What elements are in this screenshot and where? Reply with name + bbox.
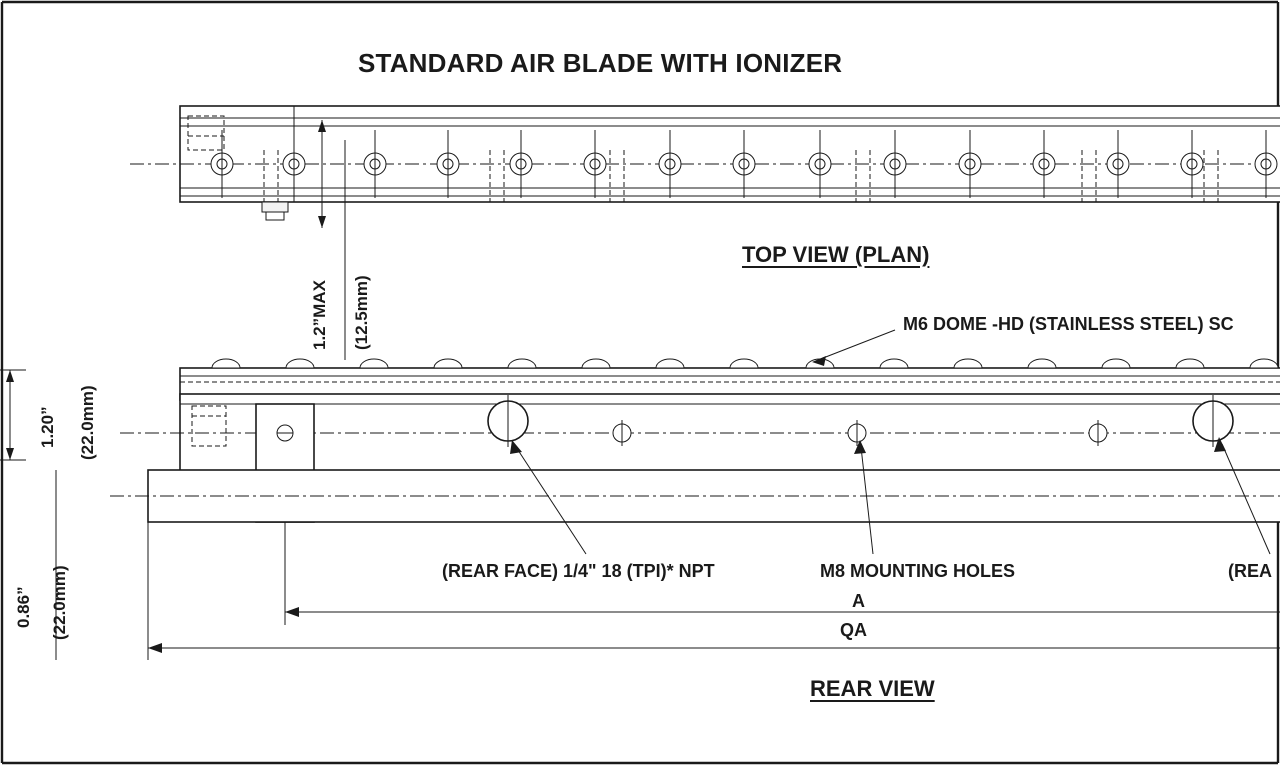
callout-rear-right: (REA bbox=[1228, 561, 1272, 581]
top-view-title: TOP VIEW (PLAN) bbox=[742, 242, 930, 267]
rear-view-dome-screws bbox=[212, 359, 1278, 368]
dimension-lines bbox=[148, 522, 1280, 660]
drawing-title: STANDARD AIR BLADE WITH IONIZER bbox=[358, 48, 843, 78]
callout-dome-screw: M6 DOME -HD (STAINLESS STEEL) SC bbox=[903, 314, 1234, 334]
top-view-fitting bbox=[262, 202, 288, 220]
dimension-body-height: 1.20” bbox=[38, 406, 57, 448]
dimension-max-height: 1.2”MAX bbox=[310, 280, 329, 350]
dimension-lower-height: 0.86” bbox=[14, 586, 33, 628]
rear-view-geometry bbox=[110, 359, 1280, 522]
callout-mounting-holes: M8 MOUNTING HOLES bbox=[820, 561, 1016, 581]
callout-npt-port: (REAR FACE) 1/4" 18 (TPI)* NPT bbox=[442, 561, 715, 581]
dimension-max-height-metric: (12.5mm) bbox=[352, 275, 371, 350]
dimension-lower-height-metric: (22.0mm) bbox=[50, 565, 69, 640]
rear-view-title: REAR VIEW bbox=[810, 676, 935, 701]
dimension-a: A bbox=[852, 591, 865, 611]
top-view-geometry bbox=[130, 106, 1280, 220]
dimension-body-height-metric: (22.0mm) bbox=[78, 385, 97, 460]
dimension-qa: QA bbox=[840, 620, 867, 640]
